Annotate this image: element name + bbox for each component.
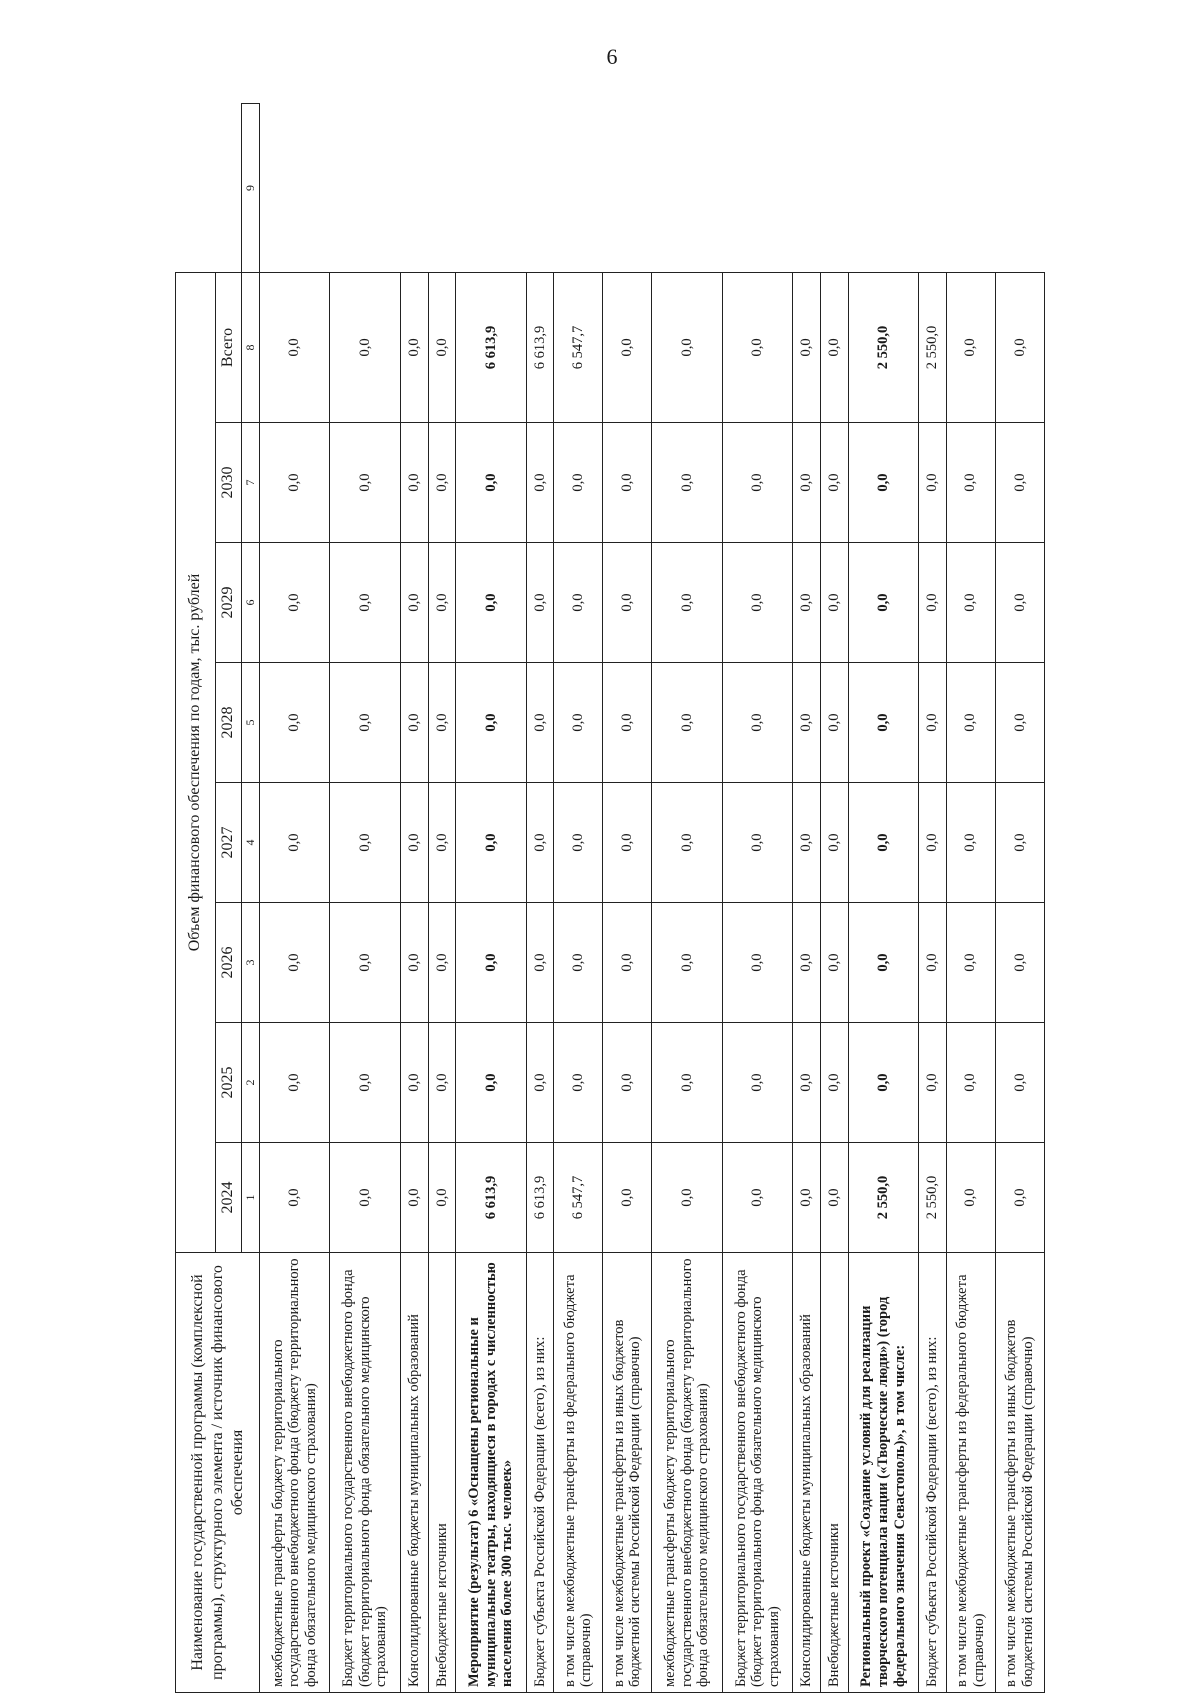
value-cell: 0,0	[603, 1143, 652, 1253]
value-cell: 0,0	[400, 1143, 428, 1253]
value-cell: 0,0	[919, 423, 947, 543]
value-cell: 0,0	[260, 663, 330, 783]
value-cell: 6 613,9	[526, 272, 554, 422]
value-cell: 2 550,0	[919, 272, 947, 422]
value-cell: 0,0	[820, 272, 848, 422]
row-name: в том числе межбюджетные трансферты из иных бюджетов бюджетной системы Российской Федерации (справочно)	[603, 1253, 652, 1693]
value-cell: 0,0	[848, 663, 918, 783]
value-cell: 0,0	[526, 903, 554, 1023]
value-cell: 0,0	[428, 1143, 456, 1253]
table-row	[428, 104, 456, 1693]
value-cell: 0,0	[946, 663, 995, 783]
value-cell: 0,0	[260, 1023, 330, 1143]
value-cell: 0,0	[848, 1023, 918, 1143]
value-cell: 0,0	[330, 1023, 400, 1143]
value-cell: 0,0	[848, 543, 918, 663]
value-cell: 0,0	[400, 903, 428, 1023]
row-name: в том числе межбюджетные трансферты из иных бюджетов бюджетной системы Российской Федерации (справочно)	[995, 1253, 1044, 1693]
table-row	[793, 104, 821, 1693]
table-row	[995, 104, 1044, 1693]
value-cell: 0,0	[848, 783, 918, 903]
financing-volume-header: Объем финансового обеспечения по годам, тыс. рублей	[176, 272, 216, 1252]
value-cell: 0,0	[652, 663, 722, 783]
value-cell: 0,0	[919, 783, 947, 903]
row-name: Бюджет субъекта Российской Федерации (всего), из них:	[919, 1253, 947, 1693]
value-cell: 0,0	[995, 1023, 1044, 1143]
value-cell: 0,0	[652, 423, 722, 543]
value-cell: 0,0	[793, 903, 821, 1023]
row-name: Мероприятие (результат) 6 «Оснащены региональные и муниципальные театры, находящиеся в городах с численностью населения более 300 тыс. человек»	[456, 1253, 526, 1693]
value-cell: 0,0	[260, 423, 330, 543]
column-index-5: 5	[242, 663, 260, 783]
value-cell: 0,0	[330, 663, 400, 783]
row-name: межбюджетные трансферты бюджету территориального государственного внебюджетного фонда (бюджету территориального фонда обязательного медицинского страхования)	[260, 1253, 330, 1693]
year-header: 2025	[216, 1023, 242, 1143]
table-row	[919, 104, 947, 1693]
value-cell: 0,0	[526, 663, 554, 783]
year-header: 2028	[216, 663, 242, 783]
value-cell: 0,0	[330, 272, 400, 422]
value-cell: 0,0	[428, 783, 456, 903]
row-name: Бюджет территориального государственного внебюджетного фонда (бюджет территориального фонда обязательного медицинского страхования)	[722, 1253, 792, 1693]
row-name: в том числе межбюджетные трансферты из федерального бюджета (справочно)	[946, 1253, 995, 1693]
row-name: Консолидированные бюджеты муниципальных образований	[793, 1253, 821, 1693]
value-cell: 0,0	[330, 1143, 400, 1253]
name-column-header: Наименование государственной программы (комплексной программы), структурного элемента / источник финансового обеспечения	[176, 1253, 260, 1693]
row-name: Консолидированные бюджеты муниципальных образований	[400, 1253, 428, 1693]
value-cell: 0,0	[260, 543, 330, 663]
rotated-page	[175, 103, 1045, 1693]
value-cell: 0,0	[456, 543, 526, 663]
value-cell: 0,0	[400, 423, 428, 543]
value-cell: 0,0	[428, 663, 456, 783]
value-cell: 0,0	[946, 543, 995, 663]
value-cell: 0,0	[603, 272, 652, 422]
value-cell: 0,0	[428, 543, 456, 663]
value-cell: 0,0	[652, 543, 722, 663]
value-cell: 0,0	[793, 272, 821, 422]
value-cell: 0,0	[400, 272, 428, 422]
value-cell: 0,0	[820, 423, 848, 543]
value-cell: 6 547,7	[554, 272, 603, 422]
value-cell: 0,0	[400, 1023, 428, 1143]
value-cell: 0,0	[793, 543, 821, 663]
year-header: 2026	[216, 903, 242, 1023]
value-cell: 0,0	[603, 663, 652, 783]
value-cell: 6 547,7	[554, 1143, 603, 1253]
value-cell: 0,0	[995, 543, 1044, 663]
value-cell: 2 550,0	[848, 1143, 918, 1253]
column-index-6: 6	[242, 543, 260, 663]
year-header: 2024	[216, 1143, 242, 1253]
value-cell: 0,0	[456, 903, 526, 1023]
value-cell: 0,0	[652, 783, 722, 903]
value-cell: 0,0	[526, 543, 554, 663]
value-cell: 0,0	[400, 543, 428, 663]
value-cell: 0,0	[554, 543, 603, 663]
value-cell: 0,0	[820, 1023, 848, 1143]
value-cell: 0,0	[722, 1023, 792, 1143]
value-cell: 0,0	[330, 543, 400, 663]
table-row	[456, 104, 526, 1693]
value-cell: 0,0	[820, 903, 848, 1023]
value-cell: 0,0	[995, 272, 1044, 422]
value-cell: 0,0	[260, 272, 330, 422]
value-cell: 0,0	[652, 1143, 722, 1253]
value-cell: 0,0	[820, 783, 848, 903]
value-cell: 0,0	[603, 783, 652, 903]
value-cell: 0,0	[652, 272, 722, 422]
year-header: 2027	[216, 783, 242, 903]
value-cell: 0,0	[946, 903, 995, 1023]
page-number: 6	[606, 44, 618, 69]
column-index-8: 8	[242, 272, 260, 422]
value-cell: 0,0	[554, 423, 603, 543]
value-cell: 0,0	[330, 783, 400, 903]
value-cell: 0,0	[946, 1143, 995, 1253]
value-cell: 0,0	[456, 1023, 526, 1143]
value-cell: 0,0	[946, 783, 995, 903]
value-cell: 0,0	[554, 903, 603, 1023]
value-cell: 0,0	[793, 663, 821, 783]
value-cell: 0,0	[995, 423, 1044, 543]
value-cell: 0,0	[722, 1143, 792, 1253]
value-cell: 0,0	[260, 903, 330, 1023]
value-cell: 0,0	[946, 272, 995, 422]
value-cell: 0,0	[995, 783, 1044, 903]
table-row	[820, 104, 848, 1693]
value-cell: 0,0	[603, 423, 652, 543]
value-cell: 0,0	[722, 663, 792, 783]
value-cell: 0,0	[793, 783, 821, 903]
row-name: Бюджет территориального государственного внебюджетного фонда (бюджет территориального фонда обязательного медицинского страхования)	[330, 1253, 400, 1693]
value-cell: 0,0	[260, 783, 330, 903]
value-cell: 0,0	[848, 423, 918, 543]
value-cell: 0,0	[722, 543, 792, 663]
row-name: в том числе межбюджетные трансферты из федерального бюджета (справочно)	[554, 1253, 603, 1693]
financing-table	[175, 103, 1045, 1693]
value-cell: 0,0	[848, 903, 918, 1023]
value-cell: 0,0	[428, 423, 456, 543]
year-header: 2030	[216, 423, 242, 543]
value-cell: 0,0	[603, 543, 652, 663]
table-row	[260, 104, 330, 1693]
row-name: Региональный проект «Создание условий для реализации творческого потенциала нации («Творческие люди») (город федерального значения Севастополь)», в том числе:	[848, 1253, 918, 1693]
value-cell: 0,0	[722, 903, 792, 1023]
value-cell: 0,0	[428, 903, 456, 1023]
value-cell: 0,0	[400, 783, 428, 903]
value-cell: 0,0	[793, 1143, 821, 1253]
value-cell: 0,0	[456, 663, 526, 783]
value-cell: 0,0	[428, 272, 456, 422]
value-cell: 0,0	[603, 1023, 652, 1143]
value-cell: 0,0	[995, 663, 1044, 783]
column-index-1: 1	[242, 1143, 260, 1253]
value-cell: 0,0	[260, 1143, 330, 1253]
value-cell: 0,0	[919, 1023, 947, 1143]
column-index-9: 9	[242, 104, 260, 273]
table-row	[652, 104, 722, 1693]
column-index-2: 2	[242, 1023, 260, 1143]
value-cell: 0,0	[554, 1023, 603, 1143]
column-index-4: 4	[242, 783, 260, 903]
table-row	[400, 104, 428, 1693]
value-cell: 0,0	[793, 423, 821, 543]
table-row	[946, 104, 995, 1693]
value-cell: 2 550,0	[919, 1143, 947, 1253]
value-cell: 0,0	[526, 1023, 554, 1143]
value-cell: 0,0	[820, 1143, 848, 1253]
row-name: Бюджет субъекта Российской Федерации (всего), из них:	[526, 1253, 554, 1693]
value-cell: 6 613,9	[456, 272, 526, 422]
value-cell: 0,0	[793, 1023, 821, 1143]
value-cell: 0,0	[722, 783, 792, 903]
year-header: Всего	[216, 272, 242, 422]
value-cell: 6 613,9	[456, 1143, 526, 1253]
value-cell: 0,0	[428, 1023, 456, 1143]
value-cell: 0,0	[330, 903, 400, 1023]
row-name: Внебюджетные источники	[820, 1253, 848, 1693]
table-row	[603, 104, 652, 1693]
row-name: Внебюджетные источники	[428, 1253, 456, 1693]
value-cell: 0,0	[554, 783, 603, 903]
value-cell: 0,0	[526, 423, 554, 543]
value-cell: 0,0	[456, 783, 526, 903]
value-cell: 0,0	[995, 903, 1044, 1023]
column-index-3: 3	[242, 903, 260, 1023]
value-cell: 0,0	[526, 783, 554, 903]
table-row	[848, 104, 918, 1693]
value-cell: 0,0	[946, 423, 995, 543]
value-cell: 0,0	[554, 663, 603, 783]
value-cell: 0,0	[652, 903, 722, 1023]
row-name: межбюджетные трансферты бюджету территориального государственного внебюджетного фонда (бюджету территориального фонда обязательного медицинского страхования)	[652, 1253, 722, 1693]
value-cell: 0,0	[603, 903, 652, 1023]
value-cell: 0,0	[456, 423, 526, 543]
column-index-7: 7	[242, 423, 260, 543]
table-row	[526, 104, 554, 1693]
value-cell: 0,0	[330, 423, 400, 543]
year-header: 2029	[216, 543, 242, 663]
table-row	[330, 104, 400, 1693]
value-cell: 0,0	[995, 1143, 1044, 1253]
value-cell: 0,0	[652, 1023, 722, 1143]
value-cell: 0,0	[919, 663, 947, 783]
value-cell: 2 550,0	[848, 272, 918, 422]
table-row	[722, 104, 792, 1693]
value-cell: 0,0	[919, 903, 947, 1023]
value-cell: 0,0	[919, 543, 947, 663]
value-cell: 0,0	[400, 663, 428, 783]
value-cell: 0,0	[820, 663, 848, 783]
value-cell: 6 613,9	[526, 1143, 554, 1253]
table-row	[554, 104, 603, 1693]
value-cell: 0,0	[722, 272, 792, 422]
value-cell: 0,0	[946, 1023, 995, 1143]
value-cell: 0,0	[722, 423, 792, 543]
value-cell: 0,0	[820, 543, 848, 663]
